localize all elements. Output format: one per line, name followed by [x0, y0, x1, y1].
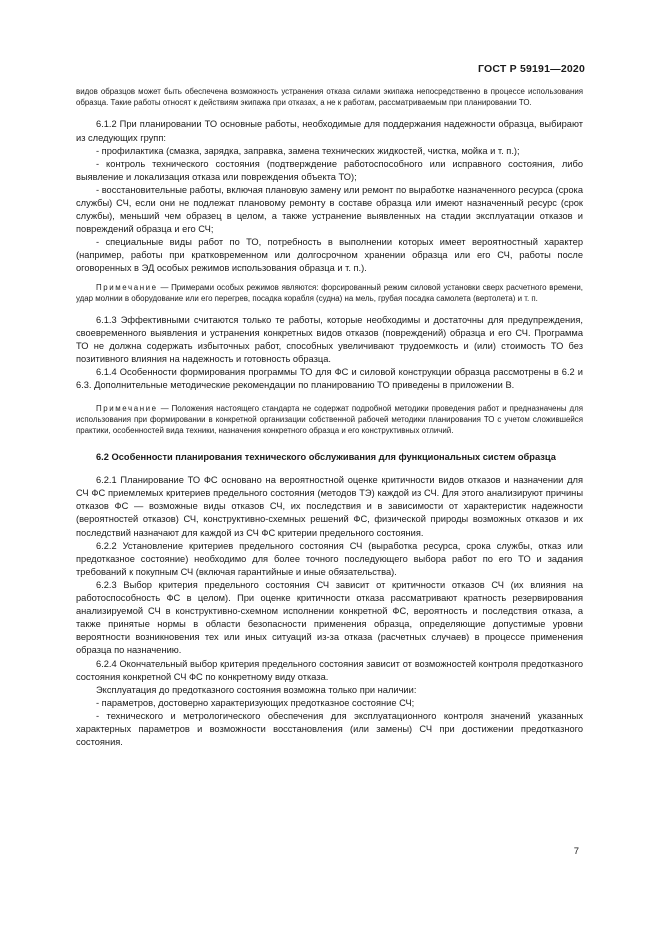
paragraph-6-1-4: 6.1.4 Особенности формирования программы ТО для ФС и силовой конструкции образца рассмотрены в 6.2 и 6.3. Дополнительные методические рекомендации по планированию ТО приведены в приложении В.: [76, 367, 583, 391]
paragraph-6-2-3: 6.2.3 Выбор критерия предельного состояния СЧ зависит от критичности отказов СЧ (их влияния на работоспособность ФС в целом). При оценке критичности отказа рассматривают кратность резервирования анализируемой СЧ в конструктивно-схемном исполнении конкретной ФС, вероятность и последствия отказа, а также принятые нормы в области безопасности применения образца, определяющие допустимые уровни вероятности возникновения тех или иных ситуаций из-за отказа (расчетных случаев) в процессе применения образца по назначению.: [76, 579, 583, 656]
intro-paragraph: видов образцов может быть обеспечена возможность устранения отказа силами экипажа непосредственно в процессе использования образца. Такие работы относят к действиям экипажа при отказах, а не к работам, рассматриваемым при планировании ТО.: [76, 87, 583, 108]
page-number: 7: [573, 846, 579, 857]
standard-header: ГОСТ Р 59191—2020: [477, 63, 585, 75]
group-item: - профилактика (смазка, зарядка, заправка, замена технических жидкостей, чистка, мойка и т. п.);: [96, 145, 520, 156]
section-heading-6-2: 6.2 Особенности планирования технического обслуживания для функциональных систем образца: [96, 452, 556, 463]
group-item: - восстановительные работы, включая плановую замену или ремонт по выработке назначенного ресурса (срока службы) СЧ, если они не подлежат плановому ремонту в составе образца или имеют назначенный ресурс (срок службы), меньший чем образец в целом, а также устранение выявленных на стадии эксплуатации отказов и повреждений образца и его СЧ;: [76, 184, 583, 235]
note-label: Примечание: [96, 403, 158, 413]
paragraph-6-1-3: 6.1.3 Эффективными считаются только те работы, которые необходимы и достаточны для предупреждения, своевременного выявления и устранения конкретных видов отказов (повреждений) образца и его СЧ. Программа ТО не должна содержать избыточных работ, способных увеличивают трудоемкость и (или) стоимость ТО без позитивного влияния на надежность и готовность образца.: [76, 314, 583, 365]
paragraph-6-2-1: 6.2.1 Планирование ТО ФС основано на вероятностной оценке критичности видов отказов и назначении для СЧ ФС приемлемых критериев предельного состояния (методов ТЭ) каждой из СЧ. Для этого анализируют причины отказов ФС — возможные виды отказов СЧ, их последствия и в зависимости от характеристик надежности (вероятностей отказов) СЧ, конструктивно-схемных решений ФС, физической природы возможных отказов и их последствий назначают для каждой из СЧ ФС критерии предельного состояния.: [76, 475, 583, 538]
paragraph-6-1-2: 6.1.2 При планировании ТО основные работы, необходимые для поддержания надежности образца, выбирают из следующих групп:: [76, 119, 583, 143]
exploitation-paragraph: Эксплуатация до предотказного состояния возможна только при наличии:: [96, 684, 417, 695]
note-1: [76, 282, 583, 304]
condition-item: - технического и метрологического обеспечения для эксплуатационного контроля значений указанных характерных параметров и возможности восстановления (или замены) СЧ при достижении предотказного состояния.: [76, 710, 583, 748]
condition-item: - параметров, достоверно характеризующих предотказное состояние СЧ;: [96, 697, 415, 708]
document-body: [76, 86, 583, 749]
note-2: [76, 403, 583, 437]
paragraph-6-2-2: 6.2.2 Установление критериев предельного состояния СЧ (выработка ресурса, срока службы, отказ или предотказное состояние) необходимо для более точного последующего выбора работ по его ТО и задания требований к покупным СЧ (включая гарантийные и иные обязательства).: [76, 540, 583, 577]
note-label: Примечание: [96, 282, 158, 292]
note-text: — Примерами особых режимов являются: форсированный режим силовой установки сверх расчетного времени, удар молнии в оборудование или его перегрев, посадка корабля (судна) на мель, грубая посадка самолета (вертолета) и т. п.: [76, 282, 583, 303]
paragraph-6-2-4: 6.2.4 Окончательный выбор критерия предельного состояния зависит от возможностей контроля предотказного состояния конкретной СЧ ФС по конкретному виду отказа.: [76, 658, 583, 682]
group-item: - специальные виды работ по ТО, потребность в выполнении которых имеет вероятностный характер (например, работы при кратковременном или долгосрочном хранении образца или его СЧ, работы после оговоренных в ЭД особых режимов использования образца и т. п.).: [76, 237, 583, 274]
group-item: - контроль технического состояния (подтверждение работоспособного или исправного состояния, либо выявление и локализация отказа или повреждения объекта ТО);: [76, 158, 583, 182]
note-text: — Положения настоящего стандарта не содержат подробной методики проведения работ и предназначены для использования при формировании в конкретной организации собственной рабочей методики планирования ТО с учетом сложившейся практики, особенностей вида техники, назначения конкретного образца и его конструктивных отличий.: [76, 403, 583, 435]
